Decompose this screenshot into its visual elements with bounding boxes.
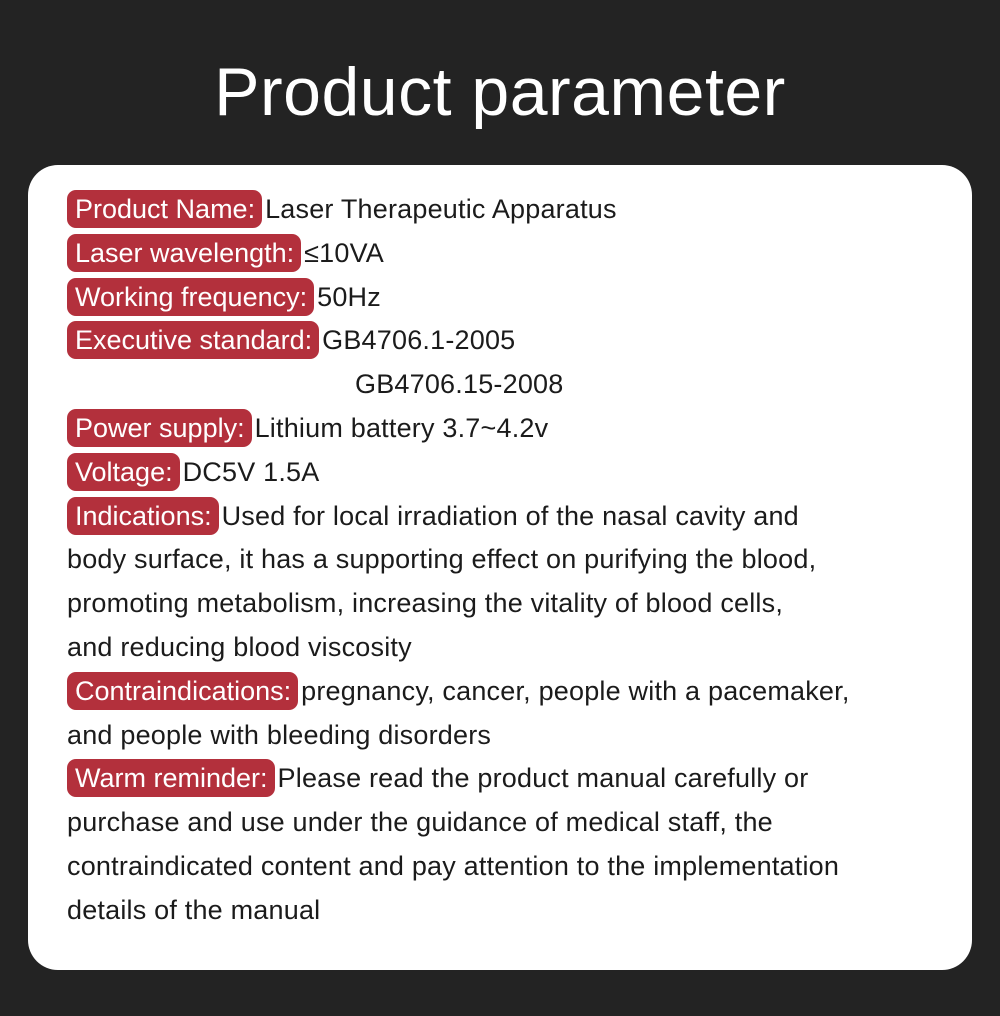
param-row-indications [67,495,972,539]
executive-standard-value-2: GB4706.15-2008 [355,369,564,400]
param-row-voltage [67,451,972,495]
indications-line-4: and reducing blood viscosity [67,631,412,662]
param-row-contraindications [67,670,972,714]
executive-standard-label: Executive standard: [67,321,319,359]
warm-reminder-label: Warm reminder: [67,759,275,797]
parameter-card [28,165,972,970]
product-name-label: Product Name: [67,190,262,228]
working-frequency-value: 50Hz [317,281,381,312]
voltage-label: Voltage: [67,453,180,491]
indications-line-2: body surface, it has a supporting effect on purifying the blood, [67,544,817,575]
warm-reminder-line-1: Please read the product manual carefully or [277,763,809,794]
param-row-power-supply [67,407,972,451]
param-row-product-name [67,188,972,232]
param-row-executive-standard [67,319,972,363]
warm-reminder-line-4: details of the manual [67,894,321,925]
contraindications-label: Contraindications: [67,672,298,710]
laser-wavelength-value: ≤10VA [304,237,385,268]
laser-wavelength-label: Laser wavelength: [67,234,301,272]
page-title: Product parameter [214,54,786,130]
parameter-list [67,188,972,933]
param-row-laser-wavelength [67,232,972,276]
contraindications-line-1: pregnancy, cancer, people with a pacemaker, [301,675,850,706]
indications-line-1: Used for local irradiation of the nasal cavity and [221,500,799,531]
param-row-working-frequency [67,276,972,320]
executive-standard-value: GB4706.1-2005 [322,325,516,356]
warm-reminder-line-3: contraindicated content and pay attention to the implementation [67,850,840,881]
voltage-value: DC5V 1.5A [182,456,320,487]
param-row-warm-reminder [67,757,972,801]
power-supply-value: Lithium battery 3.7~4.2v [254,412,549,443]
contraindications-line-2: and people with bleeding disorders [67,719,492,750]
indications-label: Indications: [67,497,219,535]
warm-reminder-line-2: purchase and use under the guidance of medical staff, the [67,807,773,838]
working-frequency-label: Working frequency: [67,278,314,316]
power-supply-label: Power supply: [67,409,252,447]
product-name-value: Laser Therapeutic Apparatus [265,194,617,224]
indications-line-3: promoting metabolism, increasing the vitality of blood cells, [67,588,784,619]
